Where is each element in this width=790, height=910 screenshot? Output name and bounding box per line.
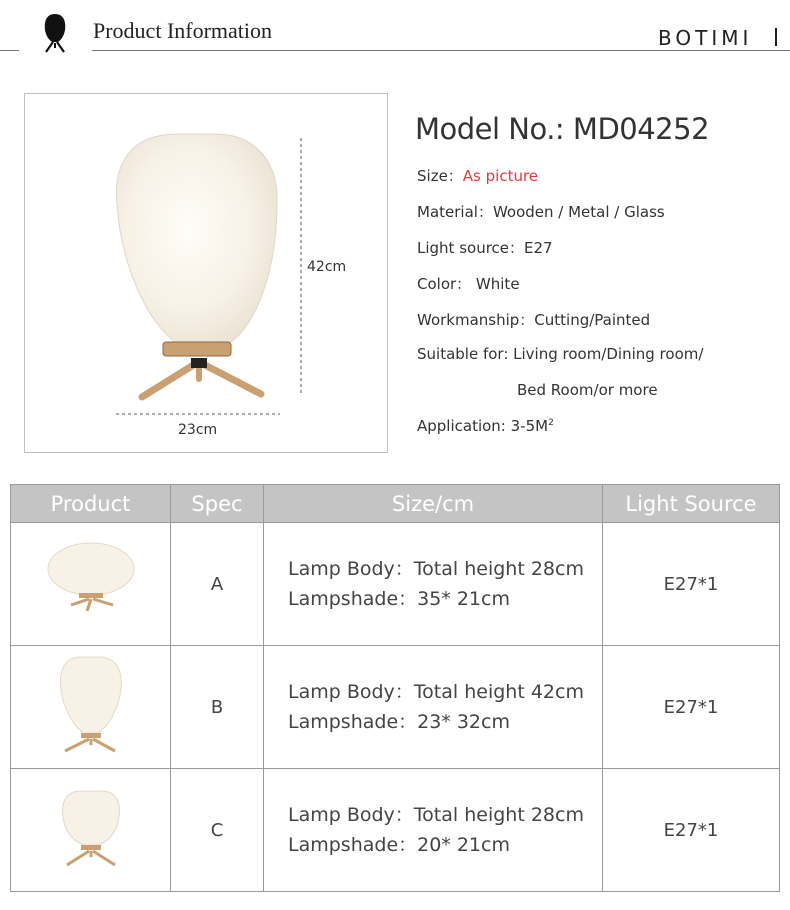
lamp-body-text: Lamp Body：Total height 28cm — [288, 804, 584, 826]
spec-suitable: Suitable for: Living room/Dining room/ — [417, 345, 704, 363]
header-rule-left — [0, 50, 19, 51]
col-header-product: Product — [11, 485, 171, 523]
product-thumb-cell — [11, 646, 171, 769]
spec-size — [417, 165, 538, 186]
col-header-spec: Spec — [171, 485, 264, 523]
light-source-cell: E27*1 — [603, 523, 780, 646]
table-header-row — [11, 485, 780, 523]
spec-color: Color： White — [417, 275, 520, 293]
spec-table — [10, 484, 780, 892]
spec-suitable-cont: Bed Room/or more — [517, 381, 658, 399]
brand-logo: BOTIMI — [658, 26, 753, 50]
light-source-cell: E27*1 — [603, 646, 780, 769]
size-cell — [264, 523, 603, 646]
lampshade-text: Lampshade：20* 21cm — [288, 834, 510, 856]
spec-light-source: Light source：E27 — [417, 239, 553, 257]
product-thumb-cell — [11, 523, 171, 646]
lamp-b-thumbnail — [51, 653, 131, 761]
size-cell — [264, 769, 603, 892]
lampshade-text: Lampshade：35* 21cm — [288, 588, 510, 610]
spec-application — [417, 417, 554, 435]
col-header-size: Size/cm — [264, 485, 603, 523]
product-main-image — [24, 93, 388, 453]
section-title: Product Information — [93, 18, 273, 43]
lamp-logo-icon — [40, 12, 70, 54]
table-row — [11, 523, 780, 646]
size-label: Size： — [417, 167, 463, 185]
product-thumb-cell — [11, 769, 171, 892]
table-row — [11, 769, 780, 892]
lamp-body-text: Lamp Body：Total height 28cm — [288, 558, 584, 580]
application-text: Application: 3-5M — [417, 417, 549, 435]
spec-material: Material：Wooden / Metal / Glass — [417, 203, 665, 221]
lamp-body-text: Lamp Body：Total height 42cm — [288, 681, 584, 703]
application-sup: 2 — [548, 418, 554, 428]
spec-workmanship: Workmanship：Cutting/Painted — [417, 311, 651, 329]
header-rule — [92, 50, 790, 51]
lamp-c-thumbnail — [51, 787, 131, 873]
size-cell — [264, 646, 603, 769]
spec-cell: B — [171, 646, 264, 769]
light-source-cell: E27*1 — [603, 769, 780, 892]
size-value: As picture — [462, 167, 539, 185]
lampshade-text: Lampshade：23* 32cm — [288, 711, 510, 733]
height-dimension-label: 42cm — [307, 259, 347, 275]
model-number: Model No.: MD04252 — [415, 112, 710, 146]
spec-cell: C — [171, 769, 264, 892]
spec-cell: A — [171, 523, 264, 646]
col-header-light-source: Light Source — [603, 485, 780, 523]
width-dimension-label: 23cm — [178, 422, 218, 438]
brand-divider — [775, 28, 777, 46]
table-row — [11, 646, 780, 769]
lamp-a-thumbnail — [41, 541, 141, 627]
